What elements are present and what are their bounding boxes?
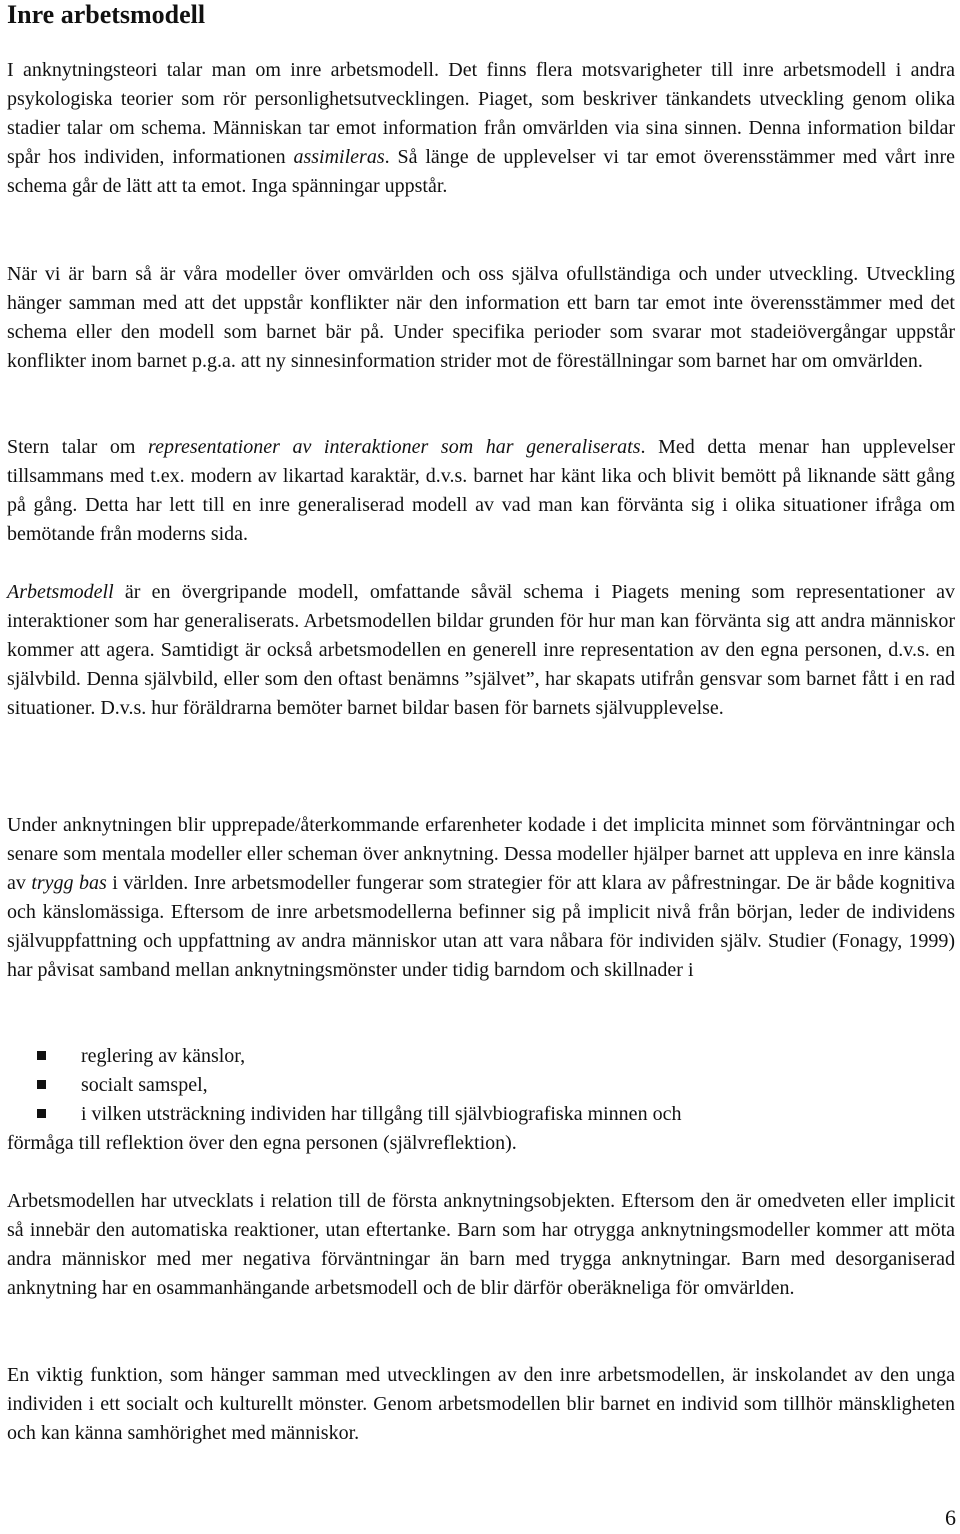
paragraph-self-reflection: förmåga till reflektion över den egna personen (självreflektion).: [7, 1132, 517, 1154]
paragraph-text: i världen. Inre arbetsmodeller fungerar som strategier för att klara av påfrestningar. De är både kognitiva och känslomässiga. Eftersom de inre arbetsmodellerna befinner sig på implicit nivå från början, leder de individens självuppfattning och uppfattning av andra människor utan att vara nåbara för individen själv. Studier (Fonagy, 1999) har påvisat samband mellan anknytningsmönster under tidig barndom och skillnader i: [7, 872, 955, 981]
list-item-text: socialt samspel,: [81, 1074, 208, 1096]
paragraph-working-model-definition: [7, 578, 955, 723]
square-bullet-icon: [37, 1080, 46, 1089]
paragraph-text: . Så länge de upplevelser vi tar emot överensstämmer med vårt inre schema går de lätt att ta emot. Inga spänningar uppstår.: [7, 146, 956, 197]
paragraph-attachment-objects: Arbetsmodellen har utvecklats i relation till de första anknytningsobjekten. Eftersom den är omedveten eller implicit så innebär den automatiska reaktioner, utan eftertanke. Barn som har otrygga anknytningsmodeller kommer att möta andra människor med mer negativa förväntningar än barn med trygga anknytningar. Barn med desorganiserad anknytning har en osammanhängande arbetsmodell och de blir därför oberäkneliga för omvärlden.: [7, 1190, 955, 1299]
bullet-list: [7, 1042, 681, 1129]
paragraph-text: Stern talar om: [7, 436, 149, 458]
paragraph-text: är en övergripande modell, omfattande såväl schema i Piagets mening som representationer av interaktioner som har generaliserats. Arbetsmodellen bildar grunden för hur man kan förvänta sig att andra människor kommer att agera. Samtidigt är också arbetsmodellen en generell inre representation av den egna personen, d.v.s. en självbild. Denna självbild, eller som den oftast benämns ”självet”, har skapats utifrån gensvar som barnet fått i en rad situationer. D.v.s. hur föräldrarna bemöter barnet bildar basen för barnets självupplevelse.: [7, 581, 955, 719]
page-number: 6: [945, 1505, 956, 1530]
list-item-text: i vilken utsträckning individen har tillgång till självbiografiska minnen och: [81, 1103, 682, 1125]
emphasis-text: Arbetsmodell: [7, 581, 114, 603]
list-item-text: reglering av känslor,: [81, 1045, 246, 1067]
paragraph-attachment-experiences: [7, 811, 955, 985]
paragraph-stern: [7, 433, 955, 549]
list-item: [7, 1071, 681, 1100]
paragraph-text: I anknytningsteori talar man om inre arbetsmodell. Det finns flera motsvarigheter till inre arbetsmodell i andra psykologiska teorier som rör personlighetsutvecklingen. Piaget, som beskriver tänkandets utveckling genom olika stadier talar om schema. Människan tar emot information från omvärlden via sina sinnen. Denna information bildar spår hos individen, informationen: [7, 59, 955, 168]
page-title: Inre arbetsmodell: [7, 0, 206, 29]
emphasis-text: assimileras: [293, 146, 385, 168]
paragraph-text: Under anknytningen blir upprepade/återkommande erfarenheter kodade i det implicita minnet som förväntningar och senare som mentala modeller eller scheman över anknytning. Dessa modeller hjälper barnet att uppleva en inre känsla av: [7, 814, 955, 894]
list-item: [7, 1042, 681, 1071]
square-bullet-icon: [37, 1109, 46, 1118]
list-item: [7, 1100, 681, 1129]
emphasis-text: representationer av interaktioner som har generaliserats: [148, 436, 641, 458]
emphasis-text: trygg bas: [31, 872, 107, 894]
paragraph-text: . Med detta menar han upplevelser tillsammans med t.ex. modern av likartad karaktär, d.v.s. barnet har känt lika och blivit bemött på liknande sätt gång på gång. Detta har lett till en inre generaliserad modell av vad man kan förvänta sig i olika situationer ifråga om bemötande från moderns sida.: [7, 436, 955, 545]
paragraph-inner-working-model-intro: [7, 56, 955, 201]
paragraph-child-development: När vi är barn så är våra modeller över omvärlden och oss själva ofullständiga och under utveckling. Utveckling hänger samman med att det uppstår konflikter när den information ett barn tar emot inte överensstämmer med det schema eller den modell som barnet bär på. Under specifika perioder som svarar mot stadeiövergångar uppstår konflikter inom barnet p.g.a. att ny sinnesinformation strider mot de föreställningar som barnet har om omvärlden.: [7, 263, 955, 372]
paragraph-important-function: En viktig funktion, som hänger samman med utvecklingen av den inre arbetsmodellen, är inskolandet av den unga individen i ett socialt och kulturellt mönster. Genom arbetsmodellen blir barnet en individ som tillhör mänskligheten och kan känna samhörighet med människor.: [7, 1364, 955, 1444]
square-bullet-icon: [37, 1051, 46, 1060]
